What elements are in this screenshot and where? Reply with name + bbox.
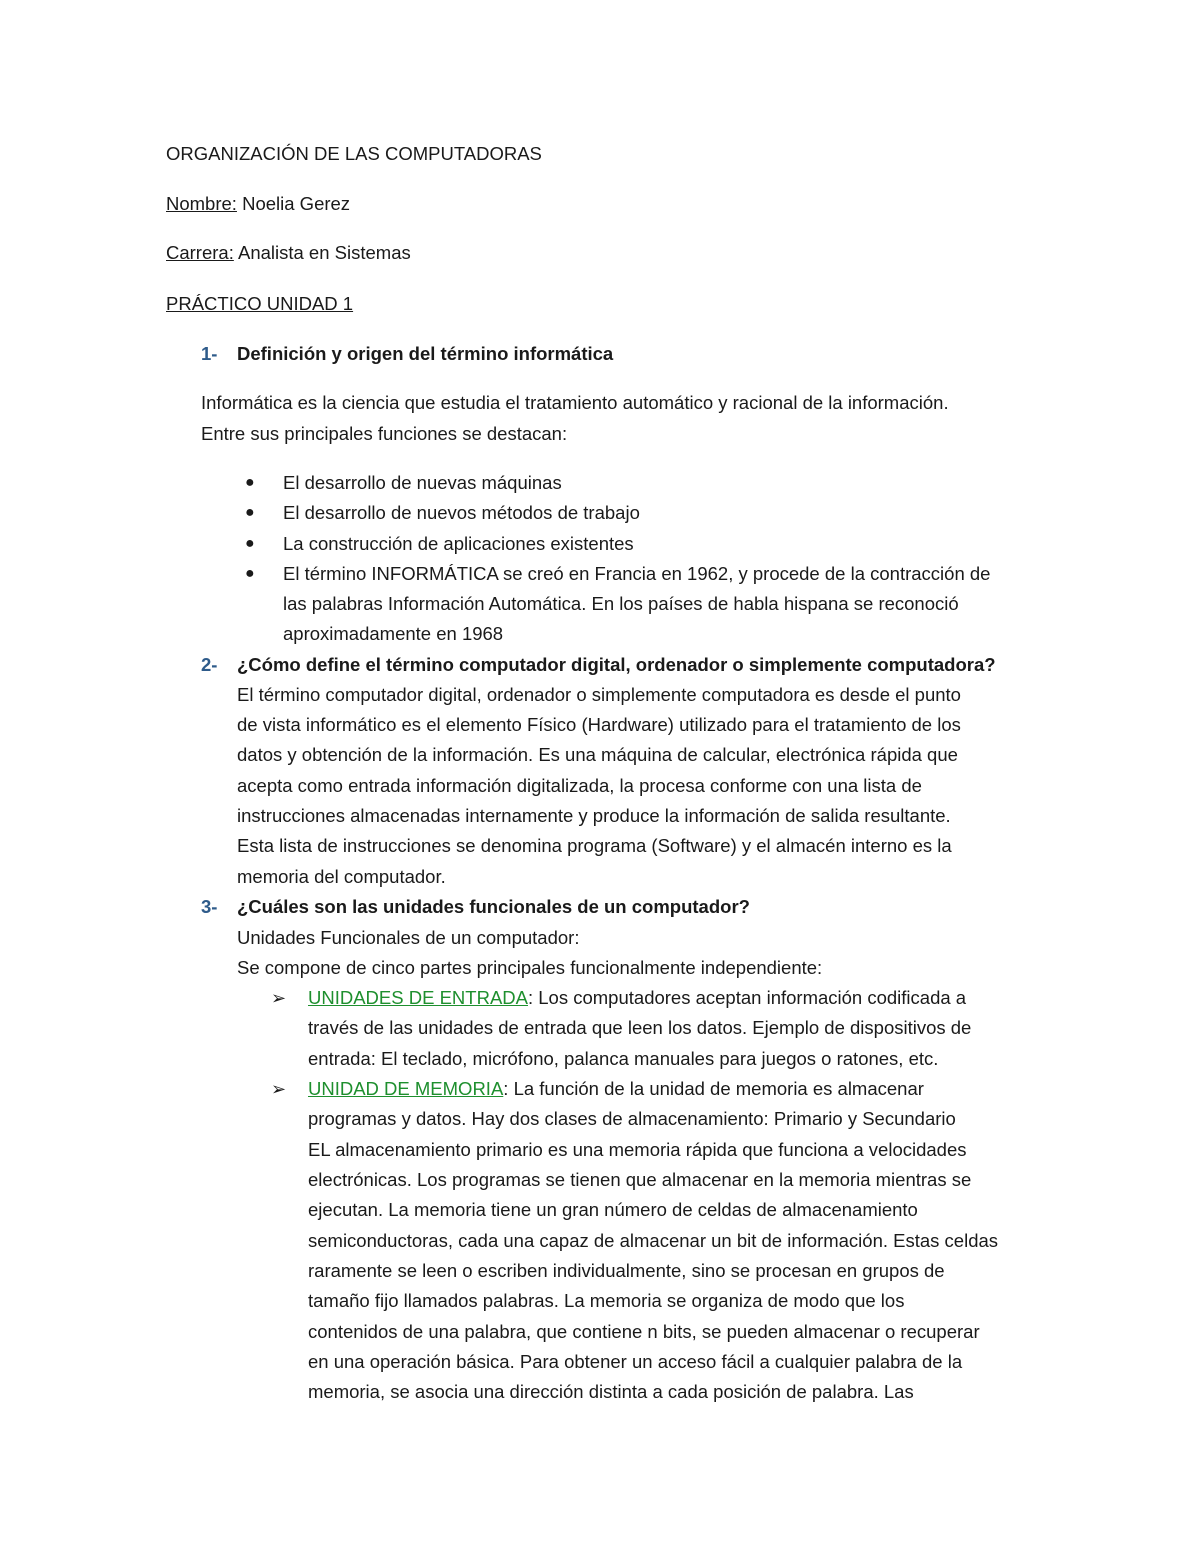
memoria-continuation: ejecutan. La memoria tiene un gran número de celdas de almacenamiento — [308, 1199, 918, 1220]
list-item: El término INFORMÁTICA se creó en Francia en 1962, y procede de la contracción de — [283, 563, 991, 584]
nombre-line — [166, 192, 350, 216]
memoria-continuation: semiconductoras, cada una capaz de almacenar un bit de información. Estas celdas — [308, 1230, 999, 1251]
q2-heading: ¿Cómo define el término computador digital, ordenador o simplemente computadora? — [237, 654, 996, 675]
q3-paragraph-line: Se compone de cinco partes principales funcionalmente independiente: — [237, 957, 823, 978]
memoria-continuation: EL almacenamiento primario es una memoria rápida que funciona a velocidades — [308, 1139, 967, 1160]
q1-number: 1- — [201, 343, 218, 364]
entrada-continuation: través de las unidades de entrada que leen los datos. Ejemplo de dispositivos de — [308, 1017, 972, 1038]
nombre-value: Noelia Gerez — [236, 193, 351, 214]
bullet-icon: ● — [245, 504, 255, 521]
list-item: La construcción de aplicaciones existentes — [283, 533, 634, 554]
q3-number: 3- — [201, 896, 218, 917]
bullet-icon: ● — [245, 474, 255, 491]
q2-paragraph-line: acepta como entrada información digitalizada, la procesa conforme con una lista de — [237, 775, 922, 796]
memoria-colon: : — [503, 1078, 509, 1099]
q2-paragraph-line: instrucciones almacenadas internamente y produce la información de salida resultante. — [237, 805, 951, 826]
memoria-continuation: programas y datos. Hay dos clases de almacenamiento: Primario y Secundario — [308, 1108, 956, 1129]
nombre-label: Nombre: — [166, 193, 237, 214]
memoria-continuation: tamaño fijo llamados palabras. La memoria se organiza de modo que los — [308, 1290, 905, 1311]
bullet-icon: ● — [245, 565, 255, 582]
memoria-continuation: en una operación básica. Para obtener un acceso fácil a cualquier palabra de la — [308, 1351, 963, 1372]
q2-paragraph-line: de vista informático es el elemento Físico (Hardware) utilizado para el tratamiento de los — [237, 714, 961, 735]
memoria-continuation: memoria, se asocia una dirección distinta a cada posición de palabra. Las — [308, 1381, 914, 1402]
arrow-bullet-icon: ➢ — [271, 1079, 287, 1099]
list-item: El desarrollo de nuevas máquinas — [283, 472, 562, 493]
q2-paragraph-line: Esta lista de instrucciones se denomina programa (Software) y el almacén interno es la — [237, 835, 952, 856]
memoria-text: La función de la unidad de memoria es almacenar — [508, 1078, 924, 1099]
q2-paragraph-line: datos y obtención de la información. Es una máquina de calcular, electrónica rápida que — [237, 744, 958, 765]
carrera-line — [166, 241, 411, 265]
entrada-label: UNIDADES DE ENTRADA — [308, 987, 528, 1008]
q2-number: 2- — [201, 654, 218, 675]
memoria-continuation: contenidos de una palabra, que contiene n bits, se pueden almacenar o recuperar — [308, 1321, 980, 1342]
q2-paragraph-line: memoria del computador. — [237, 866, 446, 887]
memoria-continuation: electrónicas. Los programas se tienen que almacenar en la memoria mientras se — [308, 1169, 972, 1190]
carrera-value: Analista en Sistemas — [233, 242, 411, 263]
q3-heading: ¿Cuáles son las unidades funcionales de un computador? — [237, 896, 750, 917]
list-item-continuation: las palabras Información Automática. En los países de habla hispana se reconoció — [283, 593, 959, 614]
memoria-continuation: raramente se leen o escriben individualmente, sino se procesan en grupos de — [308, 1260, 945, 1281]
q3-paragraph-line: Unidades Funcionales de un computador: — [237, 927, 580, 948]
entrada-continuation: entrada: El teclado, micrófono, palanca manuales para juegos o ratones, etc. — [308, 1048, 939, 1069]
practico-heading: PRÁCTICO UNIDAD 1 — [166, 293, 354, 314]
carrera-label: Carrera: — [166, 242, 234, 263]
q1-heading: Definición y origen del término informática — [237, 343, 614, 364]
entrada-text: Los computadores aceptan información codificada a — [533, 987, 967, 1008]
list-item: El desarrollo de nuevos métodos de trabajo — [283, 502, 640, 523]
q2-paragraph-line: El término computador digital, ordenador o simplemente computadora es desde el punto — [237, 684, 961, 705]
memoria-label: UNIDAD DE MEMORIA — [308, 1078, 504, 1099]
entrada-item — [308, 986, 966, 1010]
arrow-bullet-icon: ➢ — [271, 988, 287, 1008]
document-title: ORGANIZACIÓN DE LAS COMPUTADORAS — [166, 143, 542, 164]
q1-paragraph-line: Informática es la ciencia que estudia el tratamiento automático y racional de la información. — [201, 392, 949, 413]
memoria-item — [308, 1077, 924, 1101]
q1-paragraph-line: Entre sus principales funciones se destacan: — [201, 423, 568, 444]
bullet-icon: ● — [245, 535, 255, 552]
entrada-colon: : — [527, 987, 534, 1008]
list-item-continuation: aproximadamente en 1968 — [283, 623, 504, 644]
